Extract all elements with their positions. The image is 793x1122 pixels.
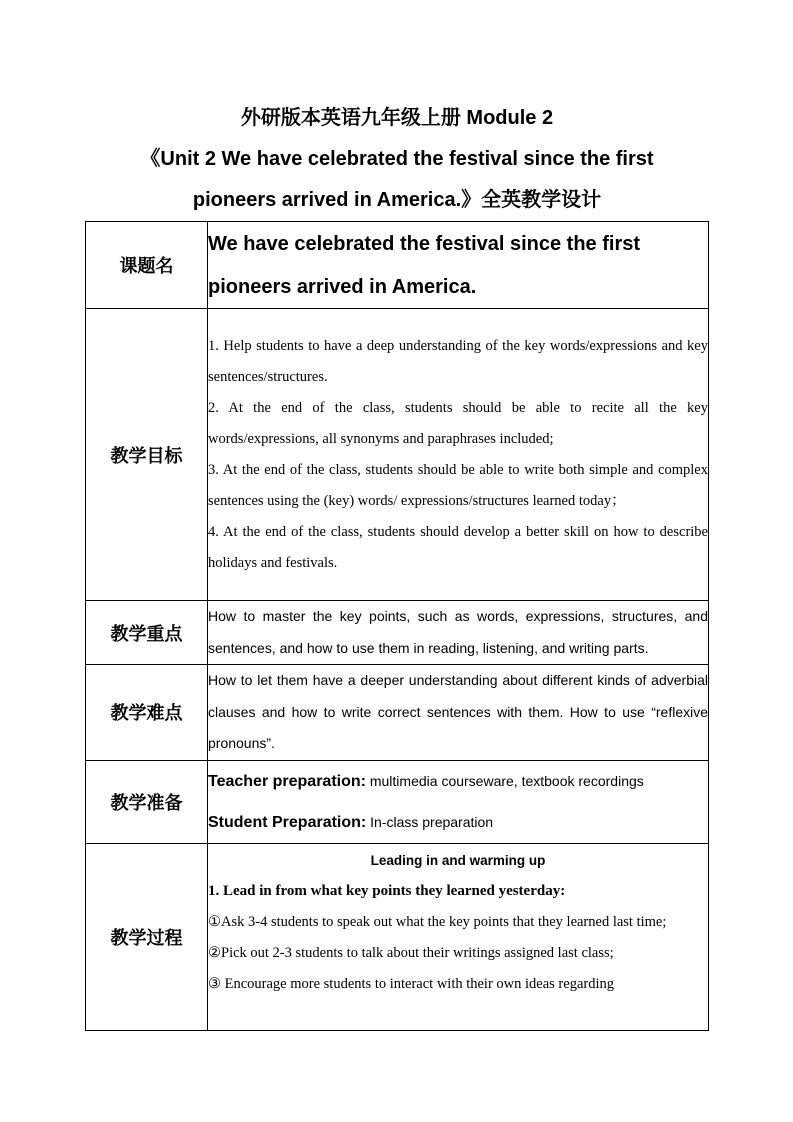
document-title-line-1: 外研版本英语九年级上册 Module 2 <box>240 107 554 129</box>
process-row <box>86 843 709 1030</box>
student-preparation <box>208 802 708 843</box>
objectives-content <box>208 309 709 601</box>
key-points-content <box>208 601 709 665</box>
document-title-line-3: pioneers arrived in America.》全英教学设计 <box>192 189 602 211</box>
teacher-preparation-value: multimedia courseware, textbook recordings <box>365 772 644 789</box>
objectives-label: 教学目标 <box>86 309 208 601</box>
difficulties-content <box>208 665 709 761</box>
objectives-row <box>86 309 709 601</box>
process-item: ③ Encourage more students to interact with their own ideas regarding <box>208 975 614 992</box>
process-item: ①Ask 3-4 students to speak out what the key points that they learned last time; <box>208 913 667 930</box>
key-points-label: 教学重点 <box>86 601 208 665</box>
difficulties-text: How to let them have a deeper understanding about different kinds of adverbial clauses and how to write correct sentences with them. How to use “reflexive pronouns”. <box>208 672 708 751</box>
preparation-label: 教学准备 <box>86 760 208 843</box>
topic-label: 课题名 <box>86 222 208 309</box>
objective-item: 1. Help students to have a deep understanding of the key words/expressions and key sentences/structures. <box>208 337 708 385</box>
teacher-preparation <box>208 761 708 802</box>
process-label: 教学过程 <box>86 843 208 1030</box>
process-content <box>208 843 709 1030</box>
document-title-line-2: 《Unit 2 We have celebrated the festival since the first <box>140 148 654 170</box>
objective-item: 2. At the end of the class, students should be able to recite all the key words/expressions, all synonyms and paraphrases included; <box>208 399 708 447</box>
topic-line-2: pioneers arrived in America. <box>208 276 477 298</box>
process-item: ②Pick out 2-3 students to talk about their writings assigned last class; <box>208 944 614 961</box>
difficulties-row <box>86 665 709 761</box>
lesson-plan-table <box>85 221 709 1031</box>
key-points-row <box>86 601 709 665</box>
student-preparation-value: In-class preparation <box>366 813 494 830</box>
objective-item: 4. At the end of the class, students should develop a better skill on how to describe holidays and festivals. <box>208 523 708 571</box>
topic-line-1: We have celebrated the festival since the first <box>208 233 641 255</box>
topic-content <box>208 222 709 309</box>
preparation-content <box>208 760 709 843</box>
process-section-heading: Leading in and warming up <box>370 852 546 868</box>
topic-row <box>86 222 709 309</box>
teacher-preparation-label: Teacher preparation: <box>208 772 366 790</box>
process-step-heading: 1. Lead in from what key points they learned yesterday: <box>208 882 566 899</box>
key-points-text: How to master the key points, such as words, expressions, structures, and sentences, and how to use them in reading, listening, and writing parts. <box>208 608 708 656</box>
objective-item: 3. At the end of the class, students should be able to write both simple and complex sentences using the (key) words/ expressions/structures learned today； <box>208 461 708 509</box>
student-preparation-label: Student Preparation: <box>208 813 367 831</box>
difficulties-label: 教学难点 <box>86 665 208 761</box>
preparation-row <box>86 760 709 843</box>
